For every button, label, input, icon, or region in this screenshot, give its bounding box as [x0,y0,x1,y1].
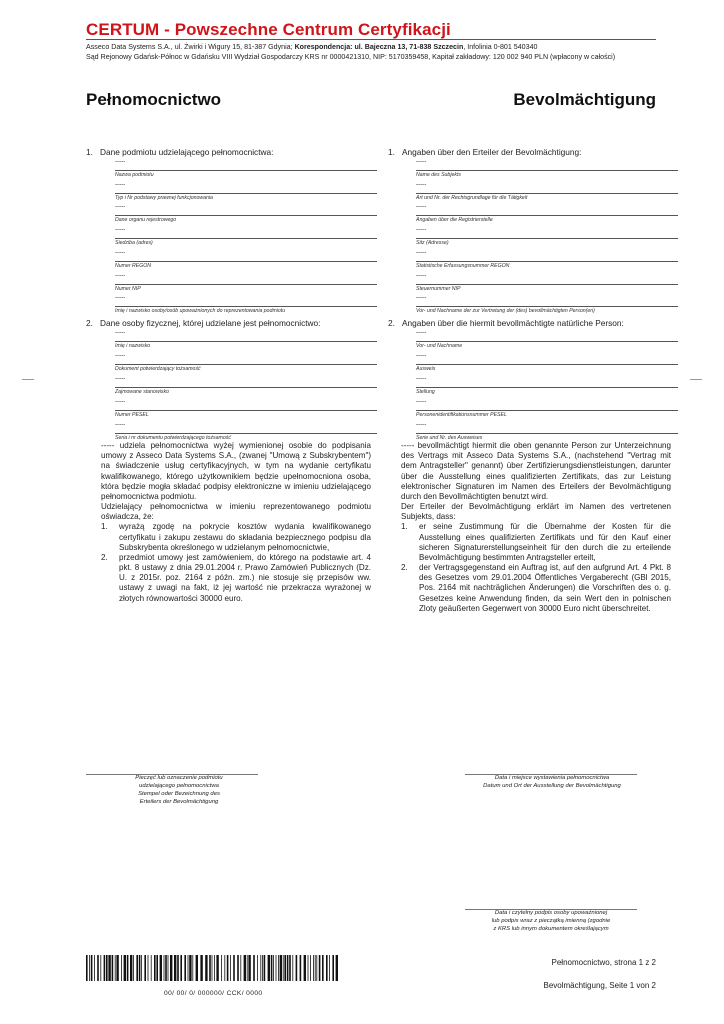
list-item [401,563,671,614]
field-underline [115,215,377,216]
field-underline [416,284,678,285]
barcode-bar [97,955,99,981]
caption-line: Stempel oder Bezeichnung des [138,790,220,797]
de-paragraph-1: ----- bevollmächtigt hiermit die oben genannte Person zur Unterzeichnung des Vertrags mit Asseco Data Systems S.A., (nachstehend "Vertrag mit dem Antragsteller" genannt) über Zertifizierungsdienstleistungen, darunter über die Ausstellung eines qualifizierten Zertifikats, das zur Leistung elektronischer Signaturen im Namen des Erteilers der Bevolmächtigung durch den Bevollmächtigten benutzt wird. [401,441,671,501]
date-place-caption [452,775,652,791]
barcode-bar [177,955,179,981]
barcode-bar [136,955,138,981]
pl-section-1-number: 1. [86,147,93,157]
barcode-bar [315,955,316,981]
de-paragraph-2: Der Erteiler der Bevolmächtigung erklärt im Namen des vertretenen Subjekts, dass: [401,502,671,522]
barcode-bar [271,955,273,981]
barcode-bar [237,955,239,981]
field-underline [115,261,377,262]
de-section-2-heading [388,318,624,328]
barcode-bar [168,955,169,981]
de-entity-field[interactable] [416,158,678,180]
barcode-bar [165,955,167,981]
de-section-2-number: 2. [388,318,395,328]
barcode-bar [316,955,317,981]
barcode [86,955,338,981]
list-item [401,522,671,563]
pl-entity-field[interactable] [115,226,377,248]
barcode-bar [100,955,101,981]
barcode-bar [106,955,108,981]
de-entity-field[interactable] [416,226,678,248]
barcode-bar [200,955,202,981]
field-caption: Imię i nazwisko osoby/osób upoważnionych do reprezentowania podmiotu [115,308,286,315]
barcode-bar [319,955,321,981]
pl-statement-list [101,522,371,603]
field-underline [115,410,377,411]
field-underline [115,387,377,388]
pl-section-2-label: Dane osoby fizycznej, której udzielane jest pełnomocnictwo: [100,318,321,328]
field-underline [416,193,678,194]
caption-line: lub podpis wraz z pieczątką imienną (zgodnie [491,917,611,924]
pl-section-2-heading [86,318,320,328]
caption-line: Erteilers der Bevolmächtigung [139,798,219,805]
barcode-bar [278,955,279,981]
list-number: 1. [401,522,408,532]
pl-person-field[interactable] [115,421,377,443]
barcode-bar [289,955,291,981]
de-section-1-label: Angaben über den Erteiler der Bevolmächtigung: [402,147,582,157]
field-underline [416,341,678,342]
barcode-bar [257,955,258,981]
barcode-bar [230,955,231,981]
field-caption: Typ i Nr podstawy prawnej funkcjonowania [115,194,213,201]
fold-mark-right [690,379,702,380]
field-value[interactable]: ----- [115,180,126,188]
barcode-bar [108,955,110,981]
de-section-2-label: Angaben über die hiermit bevollmächtigte natürliche Person: [402,318,624,328]
de-entity-field[interactable] [416,272,678,294]
caption-line: Data i czytelny podpis osoby upoważnionej [494,910,608,916]
barcode-bar [296,955,298,981]
field-caption: Numer PESEL [115,412,149,418]
barcode-bar [244,955,246,981]
field-caption: Stellung [416,389,435,395]
barcode-bar [322,955,324,981]
field-value[interactable]: ----- [115,352,126,359]
field-value[interactable]: ----- [416,398,427,405]
de-person-field[interactable] [416,375,678,397]
field-underline [115,193,377,194]
caption-line: z KRS lub innym dokumentem określającym [493,925,609,932]
barcode-bar [292,955,293,981]
pl-paragraph-2: Udzielający pełnomocnictwa w imieniu reprezentowanego podmiotu oświadcza, że: [101,502,371,522]
field-underline [416,410,678,411]
barcode-bar [268,955,270,981]
field-underline [115,170,377,171]
field-value[interactable]: ----- [115,294,126,302]
field-caption: Seria i nr dokumentu potwierdzającego tożsamość [115,435,231,441]
de-person-field[interactable] [416,352,678,374]
barcode-bar [174,955,176,981]
list-text: er seine Zustimmung für die Übernahme der Kosten für die Ausstellung eines qualifizierten Zertifikats und für den Kauf einer sicheren Signaturerstellungseinheit für den durch die zu erteilende Bevolmächtigung bestimmten Antragsteller erteilt, [419,522,671,562]
stamp-caption [86,775,272,807]
barcode-bar [233,955,235,981]
de-entity-field[interactable] [416,203,678,225]
field-caption: Angaben über die Registrierstelle [416,217,493,224]
de-entity-field[interactable] [416,249,678,271]
barcode-bar [264,955,266,981]
field-value[interactable]: ----- [115,421,126,428]
field-caption: Siedziba (adres) [115,240,153,247]
barcode-bar [116,955,118,981]
caption-line: Pieczęć lub oznaczenie podmiotu [135,775,223,781]
address-text: Asseco Data Systems S.A., ul. Żwirki i Wigury 15, 81-387 Gdynia; [86,43,295,51]
barcode-bar [130,955,132,981]
header-address-line [86,43,537,51]
barcode-bar [329,955,330,981]
pl-declaration [101,441,371,604]
field-underline [416,215,678,216]
field-value[interactable]: ----- [115,158,126,165]
barcode-bar [209,955,211,981]
barcode-bar [104,955,106,981]
field-caption: Statistische Erfassungsnummer REGON [416,262,510,269]
barcode-bar [133,955,134,981]
barcode-bar [247,955,248,981]
barcode-bar [326,955,328,981]
pl-entity-field[interactable] [115,158,377,180]
de-declaration [401,441,671,614]
barcode-bar [336,955,338,981]
field-caption: Numer NIP [115,285,141,292]
fold-mark-left [22,379,34,380]
de-section-1-heading [388,147,581,157]
field-value[interactable]: ----- [416,226,427,234]
barcode-bar [276,955,277,981]
barcode-bar [180,955,182,981]
barcode-bar [164,955,165,981]
barcode-bar [184,955,186,981]
field-value[interactable]: ----- [416,158,427,165]
barcode-bar [212,955,213,981]
signature-caption [465,910,637,934]
de-section-1-number: 1. [388,147,395,157]
barcode-bar [160,955,162,981]
field-value[interactable]: ----- [416,203,427,211]
caption-line: Data i miejsce wystawienia pełnomocnictwa [494,775,610,781]
barcode-bar [121,955,122,981]
barcode-bar [280,955,282,981]
list-text: wyrażą zgodę na pokrycie kosztów wydania kwalifikowanego certyfikatu i zakupu zestawu do składania bezpiecznego podpisu dla Subskrybenta określonego w udzielanym pełnomocnictwie, [119,522,371,552]
barcode-bar [148,955,149,981]
field-value[interactable]: ----- [416,421,427,428]
barcode-bar [124,955,126,981]
field-caption: Serie und Nr. des Ausweises [416,435,483,441]
field-value[interactable]: ----- [115,203,126,211]
field-value[interactable]: ----- [416,248,427,256]
hotline-text: , Infolinia 0-801 540340 [463,43,538,51]
barcode-bar [144,955,146,981]
field-caption: Numer REGON [115,262,152,269]
field-value[interactable]: ----- [416,271,427,279]
pl-entity-field[interactable] [115,203,377,225]
title-german: Bevolmächtigung [513,90,656,109]
barcode-bar [216,955,218,981]
field-underline [115,364,377,365]
list-text: der Vertragsgegenstand ein Auftrag ist, auf den aufgrund Art. 4 Pkt. 8 des Gesetzes vom 29.01.2004 Öffentliches Vergaberecht (GBl 2015, Pos. 2164 mit nachträglichen Änderungen) die Vorschriften des o. g. Gesetzes keine Anwendung finden, da sein Wert den in polnischen Zloty geäußerten Gegenwert von 30000 Euro nicht überschreitet. [419,563,671,613]
pl-entity-field[interactable] [115,272,377,294]
barcode-bar [139,955,141,981]
field-caption: Vor- und Nachname [416,343,463,349]
field-caption: Dokument potwierdzający tożsamość [115,366,201,372]
barcode-bar [154,955,156,981]
barcode-bar [112,955,114,981]
title-polish: Pełnomocnictwo [86,90,222,109]
pl-entity-field[interactable] [115,294,377,316]
barcode-bar [214,955,215,981]
field-value[interactable]: ----- [416,180,427,188]
barcode-bar [115,955,116,981]
barcode-bar [240,955,241,981]
field-underline [115,284,377,285]
barcode-bar [170,955,172,981]
list-number: 1. [101,522,108,532]
field-underline [416,170,678,171]
barcode-bar [91,955,93,981]
field-caption: Nazwa podmiotu [115,172,154,178]
field-caption: Name des Subjekts [416,172,461,178]
barcode-bar [273,955,274,981]
field-underline [416,306,678,307]
barcode-bar [127,955,129,981]
barcode-bar [221,955,222,981]
barcode-bar [262,955,263,981]
field-underline [416,261,678,262]
de-entity-field[interactable] [416,294,678,316]
barcode-bar [310,955,311,981]
barcode-bar [89,955,90,981]
de-person-field[interactable] [416,329,678,351]
barcode-bar [224,955,225,981]
correspondence-text: Korespondencja: ul. Bajeczna 13, 71-838 Szczecin [294,43,464,51]
barcode-bar [260,955,261,981]
barcode-bar [188,955,189,981]
list-number: 2. [401,563,408,573]
field-underline [416,238,678,239]
field-value[interactable]: ----- [416,329,427,336]
field-value[interactable]: ----- [416,375,427,382]
caption-line: Datum und Ort der Ausstellung der Bevolmächtigung [483,782,621,789]
header-rule [86,39,656,40]
barcode-bar [94,955,95,981]
company-title: CERTUM - Powszechne Centrum Certyfikacji [86,20,451,39]
barcode-bar [227,955,229,981]
barcode-bar [196,955,198,981]
pl-person-field[interactable] [115,398,377,420]
de-entity-field[interactable] [416,181,678,203]
barcode-bar [86,955,88,981]
header-registry-line: Sąd Rejonowy Gdańsk-Północ w Gdańsku VIII Wydział Gospodarczy KRS nr 0000421310, NIP: 5170359458, Kapitał zakładowy: 120 002 940 PLN (wpłacony w całości) [86,53,616,61]
list-item [101,553,371,604]
field-caption: Personenidentifikationsnummer PESEL [416,412,507,418]
barcode-bar [283,955,284,981]
pl-entity-field[interactable] [115,249,377,271]
page-number-polish: Pełnomocnictwo, strona 1 z 2 [551,958,656,967]
pl-person-field[interactable] [115,352,377,374]
pl-paragraph-1: ----- udziela pełnomocnictwa wyżej wymienionej osobie do podpisania umowy z Asseco Data Systems S.A., (zwanej "Umową z Subskrybentem") na świadczenie usług certyfikacyjnych, w tym na wydanie certyfikatu kwalifikowanego, którego użytkownikiem będzie upełnomocniona osoba, która będzie mogła składać podpisy elektroniczne w imieniu udzielającego pełnomocnictwa podmiotu. [101,441,371,501]
list-text: przedmiot umowy jest zamówieniem, do którego na podstawie art. 4 pkt. 8 ustawy z dnia 29.01.2004 r. Prawo Zamówień Publicznych (Dz. U. z 2015r. poz. 2164 z późn. zm.) nie stosuje się przepisów ww. ustawy z uwagi na fakt, iż jej wartość nie przekracza wyrażonej w złotych równowartości 30000 euro. [119,552,371,603]
list-item [101,522,371,553]
field-caption: Dane organu rejestrowego [115,217,177,224]
field-value[interactable]: ----- [115,398,126,405]
field-underline [416,387,678,388]
field-underline [115,306,377,307]
page-number-german: Bevolmächtigung, Seite 1 von 2 [543,981,656,990]
barcode-bar [141,955,142,981]
field-underline [115,341,377,342]
field-caption: Sitz (Adresse) [416,240,449,247]
barcode-bar [253,955,255,981]
field-underline [115,238,377,239]
field-caption: Art und Nr. der Rechtsgrundlage für die Tätigkeit [416,194,528,201]
barcode-bar [313,955,314,981]
list-number: 2. [101,552,108,562]
field-caption: Vor- und Nachname der zur Vertretung der (des) bevollmächtigten Person(en) [416,308,595,315]
barcode-bar [189,955,191,981]
field-value[interactable]: ----- [115,271,126,279]
pl-person-field[interactable] [115,329,377,351]
pl-section-1-heading [86,147,273,157]
barcode-number: 00/ 00/ 0/ 000000/ CCK/ 0000 [164,990,263,997]
de-person-field[interactable] [416,398,678,420]
field-value[interactable]: ----- [416,294,427,302]
field-caption: Zajmowane stanowisko [115,389,169,395]
de-statement-list [401,522,671,614]
barcode-bar [248,955,250,981]
barcode-bar [332,955,334,981]
barcode-bar [284,955,286,981]
pl-entity-field[interactable] [115,181,377,203]
field-caption: Steuernummer NIP [416,285,461,292]
barcode-bar [287,955,289,981]
field-caption: Imię i nazwisko [115,343,151,349]
barcode-bar [156,955,158,981]
field-value[interactable]: ----- [115,375,126,382]
field-value[interactable]: ----- [115,226,126,234]
field-underline [115,433,377,434]
pl-person-field[interactable] [115,375,377,397]
pl-section-1-label: Dane podmiotu udzielającego pełnomocnictwa: [100,147,274,157]
pl-section-2-number: 2. [86,318,93,328]
de-person-field[interactable] [416,421,678,443]
field-value[interactable]: ----- [115,248,126,256]
barcode-bar [151,955,152,981]
barcode-bar [304,955,306,981]
barcode-bar [192,955,193,981]
field-underline [416,364,678,365]
field-underline [416,433,678,434]
field-value[interactable]: ----- [115,329,126,336]
barcode-bar [205,955,207,981]
field-value[interactable]: ----- [416,352,427,359]
field-caption: Ausweis [416,366,436,372]
caption-line: udzielającego pełnomocnictwa [139,782,219,789]
barcode-bar [308,955,309,981]
barcode-bar [300,955,302,981]
